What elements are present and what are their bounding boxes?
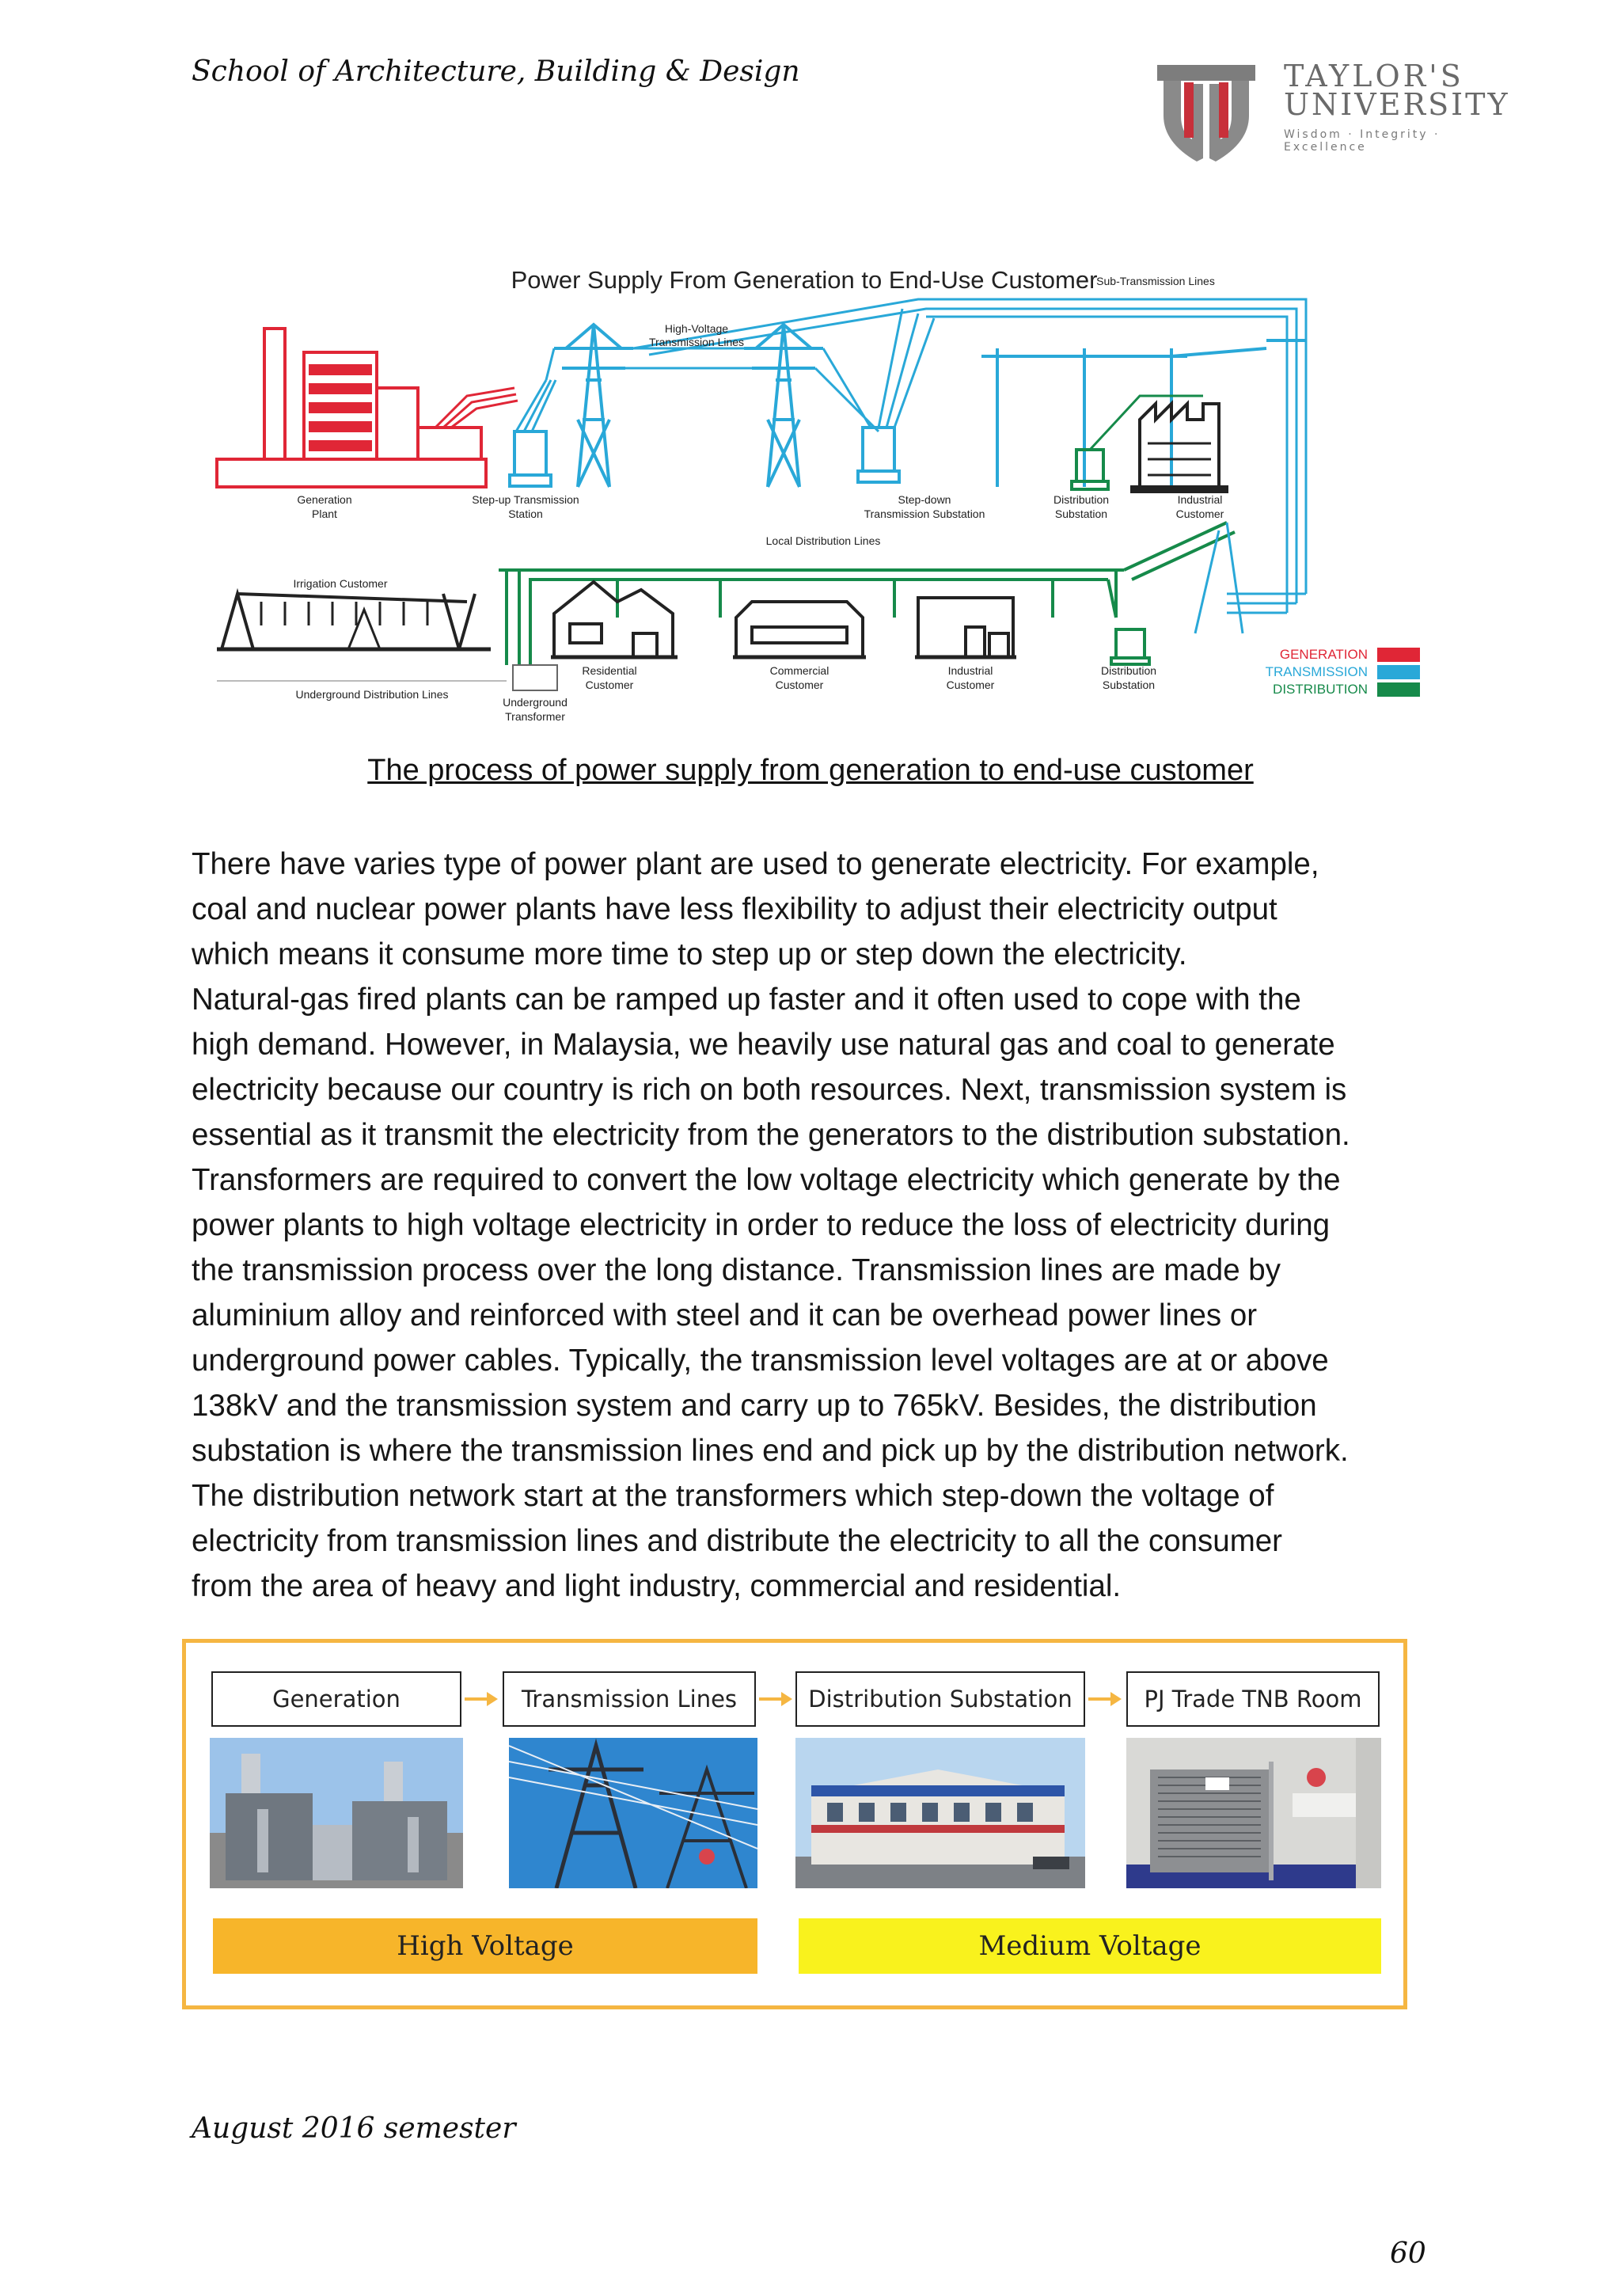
label-dist-sub-top-2: Substation <box>1054 507 1108 520</box>
residential-customer-icon <box>551 582 678 657</box>
medium-voltage-bar: Medium Voltage <box>799 1918 1381 1974</box>
commercial-label-1: Commercial <box>769 664 829 677</box>
underground-lines-label: Underground Distribution Lines <box>295 688 449 701</box>
label-step-up-2: Station <box>508 507 543 520</box>
power-plant-photo <box>210 1738 463 1888</box>
supply-chain-figure <box>182 1639 1407 2009</box>
commercial-label-2: Customer <box>775 679 824 691</box>
sub-transmission-drop <box>1195 523 1306 633</box>
commercial-customer-icon <box>733 602 866 657</box>
legend-distribution-label: DISTRIBUTION <box>1273 682 1368 697</box>
sub-transmission-label: Sub-Transmission Lines <box>1096 275 1215 287</box>
local-dist-label: Local Distribution Lines <box>765 534 881 547</box>
legend-transmission-swatch <box>1377 665 1420 679</box>
legend-distribution-swatch <box>1377 682 1420 697</box>
power-supply-diagram <box>206 261 1441 736</box>
distribution-substation-bottom-icon <box>1111 629 1149 664</box>
step-down-substation-icon <box>858 309 934 482</box>
label-step-up-1: Step-up Transmission <box>472 493 579 506</box>
arrow-right-icon <box>1087 1687 1123 1711</box>
page-number: 60 <box>1390 2237 1426 2270</box>
label-generation-plant-2: Plant <box>312 507 337 520</box>
diagram-title: Power Supply From Generation to End-Use Customer <box>511 266 1098 294</box>
underground-tx-label-1: Underground <box>503 696 568 709</box>
underground-tx-label-2: Transformer <box>505 710 565 723</box>
underground-transformer-icon <box>513 665 557 690</box>
stage-transmission-lines: Transmission Lines <box>503 1671 756 1727</box>
stage-distribution-substation: Distribution Substation <box>795 1671 1085 1727</box>
residential-label-2: Customer <box>585 679 634 691</box>
footer-semester: August 2016 semester <box>192 2112 516 2145</box>
high-voltage-bar: High Voltage <box>213 1918 757 1974</box>
university-logo <box>1152 60 1524 163</box>
hv-lines-label-1: High-Voltage <box>664 322 729 335</box>
residential-label-1: Residential <box>582 664 637 677</box>
legend-generation-label: GENERATION <box>1279 647 1368 662</box>
legend-generation-swatch <box>1377 648 1420 662</box>
logo-motto: Wisdom · Integrity · Excellence <box>1284 128 1441 154</box>
industrial-bottom-label-1: Industrial <box>947 664 993 677</box>
legend-transmission-label: TRANSMISSION <box>1265 664 1368 679</box>
figure-caption: The process of power supply from generation to end-use customer <box>367 754 1254 787</box>
stage-generation: Generation <box>211 1671 461 1727</box>
logo-name-line2: UNIVERSITY <box>1284 87 1510 122</box>
logo-emblem-icon <box>1152 60 1260 163</box>
generation-plant-icon <box>217 329 518 487</box>
arrow-right-icon <box>463 1687 499 1711</box>
stage-pj-trade-tnb-room: PJ Trade TNB Room <box>1126 1671 1380 1727</box>
document-header: School of Architecture, Building & Design <box>192 55 800 88</box>
label-step-down-1: Step-down <box>898 493 951 506</box>
label-industrial-top-2: Customer <box>1175 507 1224 520</box>
irrigation-customer-icon <box>217 594 491 649</box>
label-dist-sub-top-1: Distribution <box>1053 493 1110 506</box>
step-up-transformer-icon <box>510 380 556 486</box>
industrial-customer-top-icon <box>1132 404 1227 492</box>
arrow-right-icon <box>757 1687 794 1711</box>
tnb-room-photo <box>1126 1738 1381 1888</box>
distribution-substation-photo <box>795 1738 1085 1888</box>
diagram-legend <box>1266 647 1420 697</box>
transmission-lines-photo <box>509 1738 757 1888</box>
label-generation-plant-1: Generation <box>297 493 352 506</box>
hv-lines-label-2: Transmission Lines <box>648 336 745 348</box>
body-paragraph: There have varies type of power plant are used to generate electricity. For example, coal and nuclear power plants have less flexibility to adjust their electricity output which means it consume more time to step up or step down the electricity. Natural-gas fired plants can be ramped up faster and it often used to cope with the high demand. However, in Malaysia, we heavily use natural gas and coal to generate electricity because our country is rich on both resources. Next, transmission system is essential as it transmit the electricity from the generators to the distribution substation. Transformers are required to convert the low voltage electricity which generate by the power plants to high voltage electricity in order to reduce the loss of electricity during the transmission process over the long distance. Transmission lines are made by aluminium alloy and reinforced with steel and it can be overhead power lines or underground power cables. Typically, the transmission level voltages are at or above 138kV and the transmission system and carry up to 765kV. Besides, the distribution substation is where the transmission lines end and pick up by the distribution network. The distribution network start at the transformers which step-down the voltage of electricity from transmission lines and distribute the electricity to all the consumer from the area of heavy and light industry, commercial and residential. <box>192 847 1350 1603</box>
label-step-down-2: Transmission Substation <box>864 507 985 520</box>
industrial-customer-bottom-icon <box>915 598 1016 657</box>
industrial-bottom-label-2: Customer <box>946 679 995 691</box>
logo-name-line1: TAYLOR'S <box>1284 59 1464 93</box>
label-industrial-top-1: Industrial <box>1177 493 1223 506</box>
irrigation-label: Irrigation Customer <box>293 577 388 590</box>
dist-sub-bottom-label-1: Distribution <box>1100 664 1157 677</box>
dist-sub-bottom-label-2: Substation <box>1102 679 1156 691</box>
